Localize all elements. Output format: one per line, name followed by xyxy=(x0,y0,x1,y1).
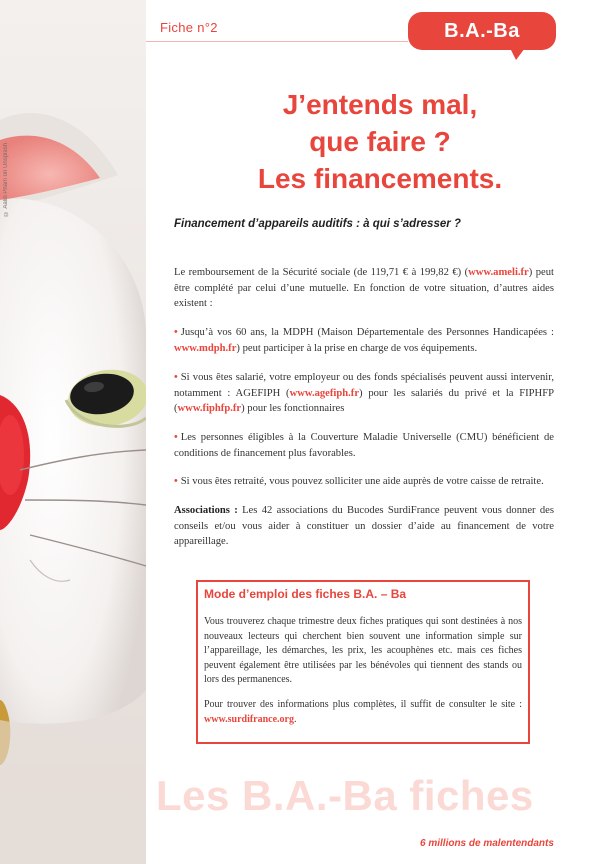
baba-badge: B.A.-Ba xyxy=(408,12,556,50)
associations-label: Associations : xyxy=(174,505,238,516)
intro-text-1: Le remboursement de la Sécurité sociale (de 119,71 € à 199,82 €) ( xyxy=(174,267,469,278)
box-p2-end: . xyxy=(294,713,297,725)
badge-tail xyxy=(508,44,528,60)
bullet-text: ) pour les salariés du privé et la FIPHFP ( xyxy=(174,387,554,414)
mode-emploi-box xyxy=(196,580,530,744)
box-paragraph-2 xyxy=(204,698,522,727)
title-line-2: que faire ? xyxy=(309,126,451,157)
lucky-cat-illustration xyxy=(0,0,146,864)
intro-paragraph xyxy=(174,265,554,312)
bullet-text: Les personnes éligibles à la Couverture Maladie Universelle (CMU) bénéficient de conditions de financement plus favorables. xyxy=(174,432,554,459)
bullet-marker: • xyxy=(174,432,178,443)
bullet-text: Si vous êtes retraité, vous pouvez solliciter une aide auprès de votre caisse de retraite. xyxy=(180,476,544,487)
agefiph-link[interactable]: www.agefiph.fr xyxy=(289,387,360,399)
surdifrance-link[interactable]: www.surdifrance.org xyxy=(204,713,294,725)
cat-photo xyxy=(0,0,146,864)
box-title: Mode d’emploi des fiches B.A. – Ba xyxy=(204,587,407,601)
associations-text: Les 42 associations du Bucodes SurdiFrance peuvent vous donner des conseils et/ou vous aider à constituer un dossier d’aide au financement de votre appareillage. xyxy=(174,505,554,547)
bullet-marker: • xyxy=(174,372,178,383)
title-line-1: J’entends mal, xyxy=(282,89,478,120)
bullet-text: Si vous êtes salarié, votre employeur ou des fonds spécialisés peuvent aussi intervenir, notamment : AGEFIPH ( xyxy=(174,372,554,399)
ameli-link[interactable]: www.ameli.fr xyxy=(468,267,529,278)
fiche-number: Fiche n°2 xyxy=(160,20,218,35)
mdph-link[interactable]: www.mdph.fr xyxy=(174,342,237,354)
intro-text-2: ) peut être complété par celui d’une mutuelle. En fonction de votre situation, d’autres aides existent : xyxy=(174,267,554,309)
associations-paragraph xyxy=(174,503,554,550)
bullet-text: ) peut participer à la prise en charge de vos équipements. xyxy=(236,342,478,354)
bullet-text: ) pour les fonctionnaires xyxy=(241,403,345,414)
section-subtitle: Financement d’appareils auditifs : à qui s’adresser ? xyxy=(174,218,461,230)
photo-credit: © Aalin Pham on Unsplash xyxy=(3,142,9,216)
page-title xyxy=(160,86,600,197)
bullet-item xyxy=(174,325,554,356)
bullet-marker: • xyxy=(174,327,178,338)
bullet-item xyxy=(174,430,554,461)
bullet-text: Jusqu’à vos 60 ans, la MDPH (Maison Départementale des Personnes Handicapées : xyxy=(180,327,554,338)
footer-tagline: 6 millions de malentendants xyxy=(420,838,554,849)
fiphfp-link[interactable]: www.fiphfp.fr xyxy=(177,403,242,414)
box-p2-text: Pour trouver des informations plus complètes, il suffit de consulter le site : xyxy=(204,698,522,710)
footer-banner: Les B.A.-Ba fiches xyxy=(156,772,534,819)
bullet-item xyxy=(174,474,554,490)
title-line-3: Les financements. xyxy=(257,163,503,194)
bullet-item xyxy=(174,370,554,417)
header-divider xyxy=(146,41,408,42)
bullet-marker: • xyxy=(174,476,178,487)
box-text xyxy=(204,615,522,727)
box-paragraph-1: Vous trouverez chaque trimestre deux fiches pratiques qui sont destinées à nos nouveaux lecteurs qui cherchent bien souvent une information simple sur l’appareillage, les démarches, les prix, les acouphènes etc. mais ces fiches peuvent également être utilisées par les bénévoles qui tiennent des stands ou lors des permanences. xyxy=(204,616,522,686)
